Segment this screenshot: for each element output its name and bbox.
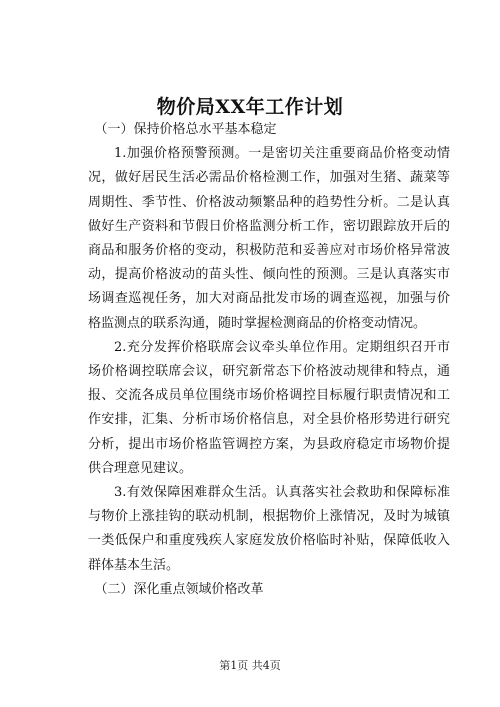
document-body bbox=[88, 118, 450, 602]
page-footer: 第1页 共4页 bbox=[219, 659, 281, 672]
section-heading-1: （一）保持价格总水平基本稳定 bbox=[94, 122, 277, 137]
section-heading-2: （二）深化重点领域价格改革 bbox=[94, 581, 264, 597]
document-title: 物价局XX年工作计划 bbox=[156, 96, 344, 118]
paragraph-1: 1.加强价格预警预测。一是密切关注重要商品价格变动情况，做好居民生活必需品价格检测工作，加强对生猪、蔬菜等周期性、季节性、价格波动频繁品种的趋势性分析。二是认真做好生产资料和节假日价格监测分析工作，密切跟踪放开后的商品和服务价格的变动，积极防范和妥善应对市场价格异常波动，提高价格波动的苗头性、倾向性的预测。三是认真落实市场调查巡视任务，加大对商品批发市场的调查巡视，加强与价格监测点的联系沟通，随时掌握检测商品的价格变动情况。 bbox=[88, 146, 450, 331]
paragraph-2: 2.充分发挥价格联席会议牵头单位作用。定期组织召开市场价格调控联席会议，研究新常态下价格波动规律和特点，通报、交流各成员单位围绕市场价格调控目标履行职责情况和工作安排，汇集、分析市场价格信息，对全县价格形势进行研究分析，提出市场价格监管调控方案，为县政府稳定市场物价提供合理意见建议。 bbox=[88, 339, 450, 476]
paragraph-3: 3.有效保障困难群众生活。认真落实社会救助和保障标准与物价上涨挂钩的联动机制，根据物价上涨情况，及时为城镇一类低保户和重度残疾人家庭发放价格临时补贴，保障低收入群体基本生活。 bbox=[88, 485, 450, 573]
